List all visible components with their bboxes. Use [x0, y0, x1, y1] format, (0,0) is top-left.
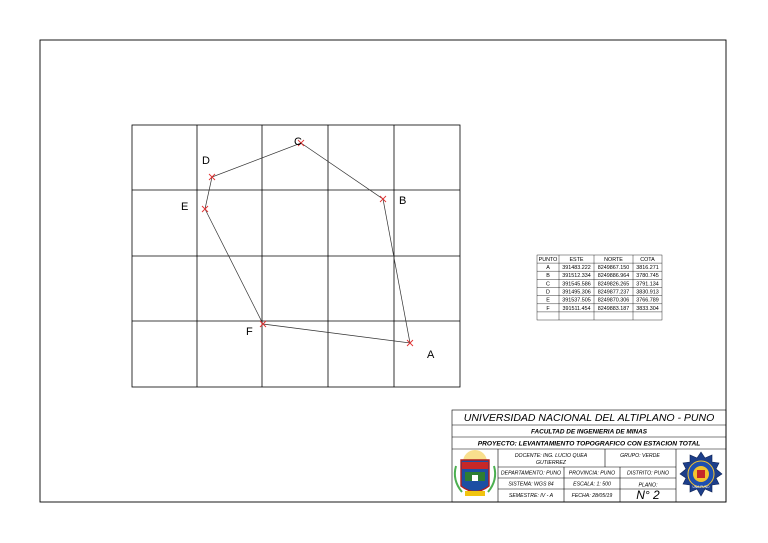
- plano-label: PLANO:: [638, 482, 658, 489]
- point-label-e: E: [181, 201, 189, 213]
- ingenieria-minas-seal-logo: [680, 452, 722, 496]
- table-cell-punto: E: [546, 297, 550, 304]
- plano-number: N° 2: [636, 488, 660, 502]
- sistema-label: SISTEMA: WGS 84: [508, 481, 554, 488]
- table-cell-cota: 3791.134: [636, 281, 659, 288]
- faculty-title: FACULTAD DE INGENIERIA DE MINAS: [531, 428, 647, 436]
- table-header-cota: COTA: [640, 257, 655, 263]
- docente-line-2: GUTIERREZ: [536, 460, 566, 466]
- escala-label: ESCALA: 1: 500: [573, 481, 611, 488]
- point-label-c: C: [294, 136, 302, 148]
- table-cell-punto: D: [546, 289, 550, 296]
- table-cell-cota: 3833.304: [636, 305, 659, 312]
- coordinates-table: [537, 255, 662, 320]
- table-header-punto: PUNTO: [538, 257, 558, 263]
- table-header-este: ESTE: [569, 257, 584, 263]
- point-label-a: A: [427, 349, 435, 361]
- table-cell-este: 391512.334: [562, 273, 591, 280]
- una-puno-crest-logo: [455, 450, 495, 496]
- table-header-norte: NORTE: [604, 257, 623, 263]
- coordinate-grid: [132, 125, 460, 387]
- project-title: PROYECTO: LEVANTAMIENTO TOPOGRAFICO CON ESTACION TOTAL: [477, 440, 701, 448]
- grupo-label: GRUPO: VERDE: [620, 453, 660, 459]
- fecha-label: FECHA: 28/05/19: [571, 493, 613, 499]
- table-cell-punto: B: [546, 273, 550, 280]
- table-cell-punto: A: [546, 265, 550, 272]
- marker-d: [209, 174, 215, 180]
- marker-b: [380, 196, 386, 202]
- point-label-f: F: [246, 326, 253, 338]
- table-cell-cota: 3816.271: [636, 265, 659, 272]
- table-cell-cota: 3780.745: [636, 273, 659, 280]
- provincia-label: PROVINCIA: PUNO: [568, 470, 616, 477]
- station-markers: [202, 140, 413, 346]
- table-cell-cota: 3766.789: [636, 297, 659, 304]
- table-cell-norte: 8249886.964: [597, 273, 630, 280]
- table-cell-norte: 8249870.306: [597, 297, 630, 304]
- semestre-label: SEMESTRE: IV - A: [508, 493, 554, 499]
- point-label-d: D: [202, 155, 210, 167]
- docente-line-1: DOCENTE: ING. LUCIO QUEA: [514, 453, 588, 459]
- table-cell-punto: C: [546, 281, 550, 288]
- distrito-label: DISTRITO: PUNO: [627, 470, 669, 477]
- marker-e: [202, 206, 208, 212]
- title-block: [452, 410, 726, 502]
- table-cell-este: 391495.306: [562, 289, 591, 296]
- table-cell-este: 391545.586: [562, 281, 591, 288]
- table-cell-este: 391511.454: [562, 305, 591, 312]
- table-cell-norte: 8249867.150: [597, 265, 630, 272]
- departamento-label: DEPARTAMENTO: PUNO: [500, 470, 562, 477]
- table-cell-norte: 8249877.237: [597, 289, 630, 296]
- traverse-polygon: [205, 143, 410, 343]
- table-cell-este: 391483.222: [562, 265, 591, 272]
- university-title: UNIVERSIDAD NACIONAL DEL ALTIPLANO - PUNO: [463, 412, 715, 424]
- seal-text: UNA-PUNO: [692, 485, 710, 489]
- table-cell-cota: 3830.913: [636, 289, 659, 296]
- table-cell-este: 391537.505: [562, 297, 591, 304]
- table-cell-norte: 8249883.187: [597, 305, 630, 312]
- point-label-b: B: [399, 195, 407, 207]
- table-cell-punto: F: [546, 305, 550, 312]
- table-cell-norte: 8249826.265: [597, 281, 630, 288]
